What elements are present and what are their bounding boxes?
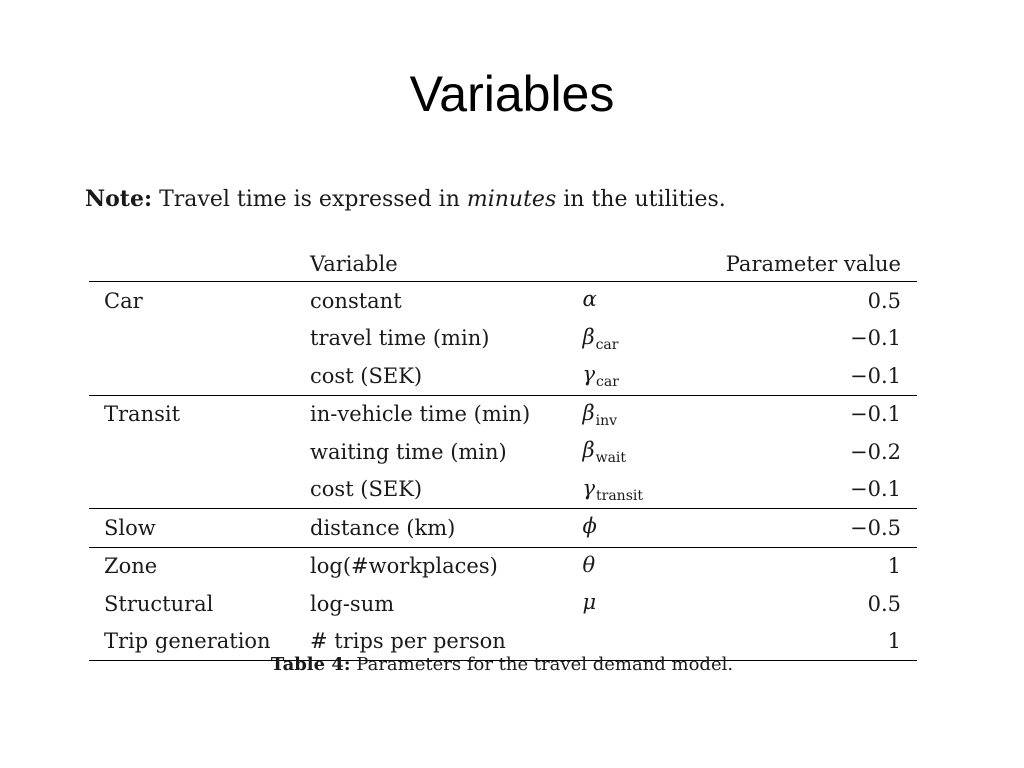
table-row <box>89 585 917 623</box>
cell-parameter-value: −0.1 <box>850 363 901 388</box>
symbol-main: θ <box>582 552 596 577</box>
symbol-subscript: transit <box>596 487 643 504</box>
parameters-table <box>89 247 917 661</box>
cell-variable: travel time (min) <box>310 326 490 350</box>
symbol-main: β <box>582 400 595 425</box>
symbol-subscript: wait <box>595 450 627 466</box>
header-group <box>89 247 310 282</box>
table-row <box>89 282 917 320</box>
header-symbol <box>582 247 725 282</box>
note-label: Note: <box>85 186 153 212</box>
cell-parameter-value: −0.2 <box>850 439 901 464</box>
cell-parameter-value: −0.1 <box>850 326 901 350</box>
cell-variable: cost (SEK) <box>310 363 423 388</box>
symbol-main: γ <box>582 475 596 500</box>
symbol-subscript: car <box>595 336 619 353</box>
cell-variable: log(#workplaces) <box>310 547 582 585</box>
cell-parameter-value: −0.5 <box>726 509 917 548</box>
caption-label: Table 4: <box>270 654 351 675</box>
symbol-main: ϕ <box>582 514 597 538</box>
cell-variable: cost (SEK) <box>310 477 423 501</box>
cell-symbol <box>582 585 725 623</box>
cell-group: Trip generation <box>89 623 310 661</box>
table-row <box>89 395 917 433</box>
cell-group: Transit <box>89 395 310 433</box>
symbol-main: μ <box>582 590 597 614</box>
cell-group: Zone <box>89 547 310 585</box>
slide-title: Variables <box>409 66 615 122</box>
cell-symbol <box>582 509 725 548</box>
cell-symbol <box>582 433 725 471</box>
cell-variable: waiting time (min) <box>310 439 507 464</box>
cell-group: Car <box>104 288 143 313</box>
cell-symbol <box>582 320 725 358</box>
cell-group: Slow <box>89 509 310 548</box>
header-parameter-value: Parameter value <box>726 247 917 282</box>
cell-variable: constant <box>310 288 402 313</box>
table-row <box>89 547 917 585</box>
cell-variable: log-sum <box>310 591 395 616</box>
symbol-main: β <box>582 438 595 462</box>
table-header-row <box>89 247 917 282</box>
symbol-subscript: inv <box>595 412 617 429</box>
table-row <box>89 509 917 548</box>
symbol-main: α <box>582 287 597 311</box>
symbol-subscript: car <box>596 374 619 390</box>
cell-symbol <box>582 282 725 320</box>
table-caption <box>0 652 1004 678</box>
symbol-main: β <box>582 324 595 349</box>
cell-symbol <box>582 395 725 433</box>
header-variable: Variable <box>310 247 582 282</box>
note-emphasis: minutes <box>466 187 557 212</box>
cell-parameter-value: −0.1 <box>850 477 901 501</box>
table-row <box>89 357 917 395</box>
cell-parameter-value: 1 <box>726 623 917 661</box>
note-text-after: in the utilities. <box>563 187 726 212</box>
cell-variable: # trips per person <box>310 623 582 661</box>
cell-symbol <box>582 547 725 585</box>
cell-symbol <box>582 357 725 395</box>
cell-parameter-value: 0.5 <box>867 591 901 616</box>
table-row <box>89 433 917 471</box>
cell-group <box>89 357 310 395</box>
note-line <box>85 184 726 215</box>
symbol-main: γ <box>582 362 596 386</box>
cell-symbol <box>582 471 725 509</box>
table-row <box>89 471 917 509</box>
table-body <box>89 282 917 661</box>
cell-group <box>89 433 310 471</box>
cell-variable: in-vehicle time (min) <box>310 395 582 433</box>
cell-variable: distance (km) <box>310 509 582 548</box>
cell-parameter-value: 1 <box>726 547 917 585</box>
cell-group <box>89 320 310 358</box>
cell-parameter-value: −0.1 <box>726 395 917 433</box>
table-row <box>89 320 917 358</box>
cell-group: Structural <box>104 591 214 616</box>
caption-text: Parameters for the travel demand model. <box>356 654 734 675</box>
note-text-before: Travel time is expressed in <box>159 187 460 212</box>
cell-group <box>89 471 310 509</box>
cell-parameter-value: 0.5 <box>867 288 901 313</box>
